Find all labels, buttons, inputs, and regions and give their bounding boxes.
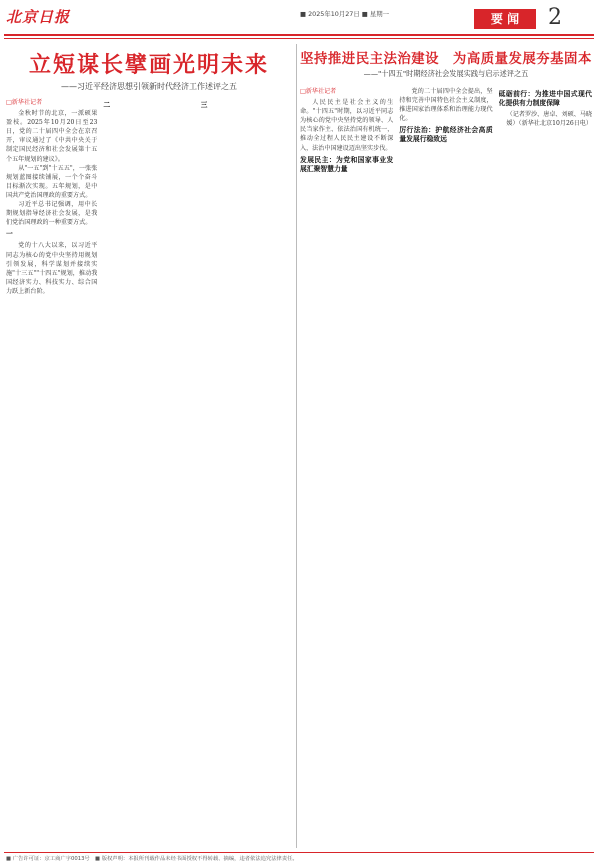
paragraph: 从"一五"到"十五五"，一张张规划蓝图接续铺展，一个个奋斗目标渐次实现。五年规划，是中国共产党治国理政的重要方式。	[6, 164, 98, 199]
section-header	[474, 3, 594, 33]
paragraph: 人民民主是社会主义的生命。"十四五"时期，以习近平同志为核心的党中央坚持党的领导、人民当家作主、依法治国有机统一，推动全过程人民民主建设不断深入，法治中国建设迈出坚实步伐。	[300, 99, 394, 152]
article-signature: （记者罗沙、唐卓、刘硕、马晓媛）（新华社北京10月26日电）	[506, 111, 592, 128]
text-column	[300, 87, 393, 827]
article-headline: 立短谋长擘画光明未来	[28, 52, 269, 78]
article-columns	[6, 98, 292, 838]
text-column	[6, 98, 97, 838]
masthead	[0, 0, 598, 36]
text-column	[103, 98, 194, 838]
dateline: ■ 2025年10月27日 ■ 星期一	[300, 10, 390, 18]
article-right	[300, 44, 592, 848]
section-heading: 发展民主：为党和国家事业发展汇聚智慧力量	[300, 155, 394, 173]
paragraph: 党的二十届四中全会提出，坚持和完善中国特色社会主义制度，推进国家治理体系和治理能力现代化。	[399, 88, 493, 123]
newspaper-logo: 北京日报	[6, 8, 71, 26]
section-heading: 厉行法治：护航经济社会高质量发展行稳致远	[399, 126, 493, 144]
paragraph: 习近平总书记强调，用中长期规划指导经济社会发展，是我们党治国理政的一种重要方式。	[6, 201, 98, 227]
byline: □新华社记者	[6, 99, 43, 106]
article-left	[6, 44, 292, 848]
article-subhead: ——习近平经济思想引领新时代经济工作述评之五	[61, 82, 237, 91]
text-column	[499, 87, 592, 827]
column-divider	[296, 44, 297, 848]
section-heading: 二	[103, 101, 111, 109]
byline: □新华社记者	[300, 88, 337, 95]
article-headline: 坚持推进民主法治建设 为高质量发展夯基固本	[300, 51, 592, 67]
header-rule	[4, 34, 594, 36]
section-heading: 一	[6, 230, 13, 239]
text-column	[399, 87, 492, 827]
section-heading: 砥砺前行：为推进中国式现代化提供有力制度保障	[498, 90, 592, 108]
section-tag: 要 闻	[474, 9, 536, 29]
paragraph: 党的十八大以来，以习近平同志为核心的党中央坚持用规划引领发展，科学谋划并接续实施"十三五""十四五"规划，推动我国经济实力、科技实力、综合国力跃上新台阶。	[6, 242, 98, 295]
page-footer: ■ 广告许可证：京工商广字0013号 ■ 版权声明：本报所刊载作品未经书面授权不得转载、摘编，违者依法追究法律责任。	[4, 852, 594, 867]
section-heading: 三	[200, 101, 208, 109]
page-number: 2	[548, 5, 562, 30]
header-rule-thin	[4, 38, 594, 39]
paragraph: 金秋时节的北京，一派硕果盈枝。2025年10月20日至23日，党的二十届四中全会在京召开，审议通过了《中共中央关于制定国民经济和社会发展第十五个五年规划的建议》。	[6, 110, 98, 163]
article-subhead: ——"十四五"时期经济社会发展实践与启示述评之五	[363, 69, 529, 78]
text-column	[201, 98, 292, 838]
article-columns	[300, 87, 592, 827]
